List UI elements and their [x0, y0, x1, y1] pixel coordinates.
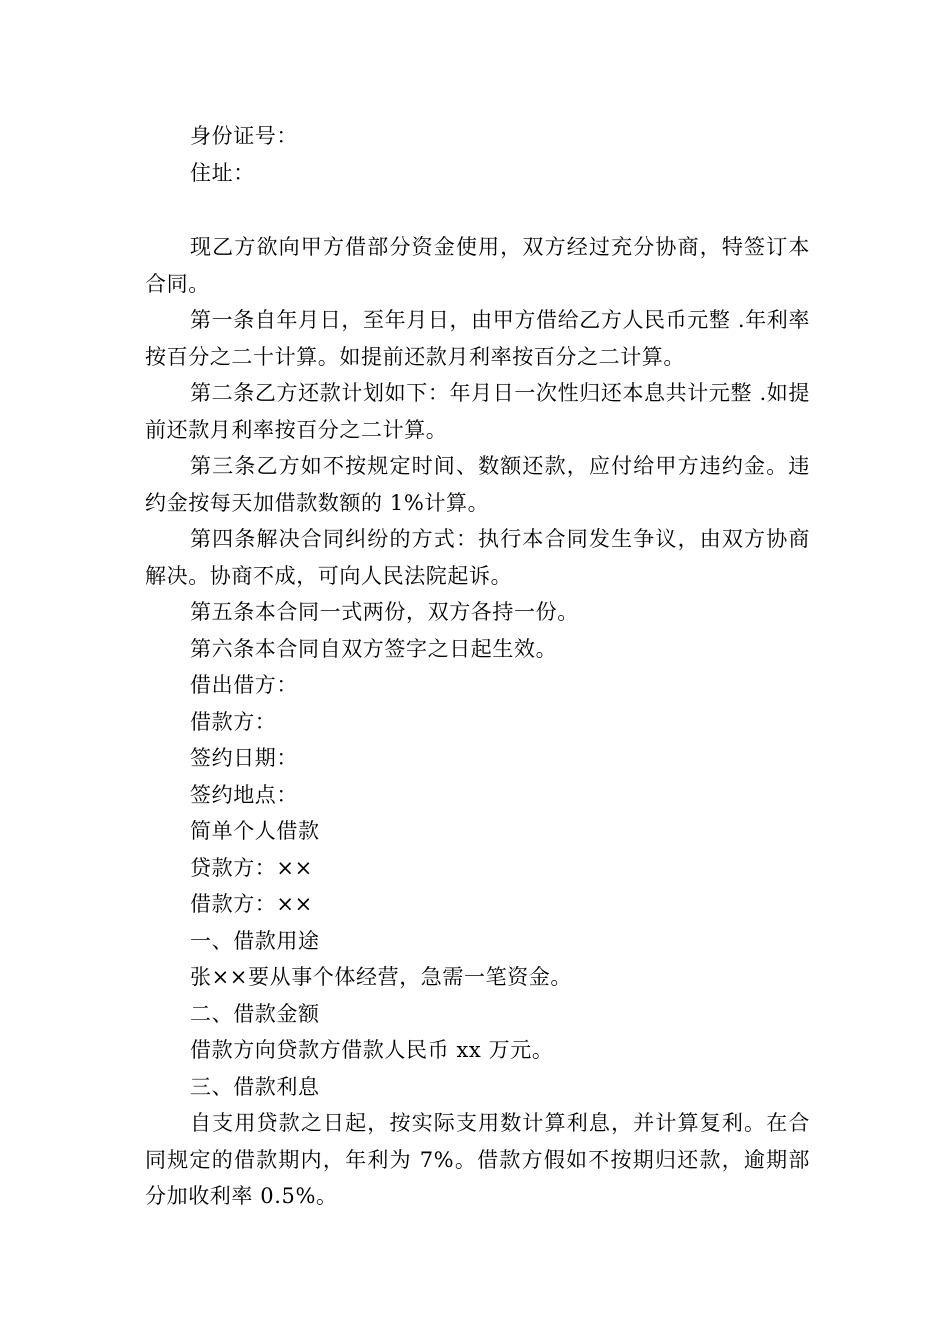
clause-heading: 三、借款利息 [190, 1074, 320, 1099]
contract-paragraph: 第六条本合同自双方签字之日起生效。 [190, 636, 558, 661]
section-title: 简单个人借款 [190, 819, 320, 843]
contract-paragraph: 第四条解决合同纠纷的方式：执行本合同发生争议，由双方协商解决。协商不成，可向人民法院起诉。 [145, 527, 810, 588]
address-line: 住址： [190, 160, 255, 185]
sign-date-line: 签约日期： [190, 746, 298, 770]
lender-line: 贷款方：×× [190, 855, 313, 880]
clause-heading: 二、借款金额 [190, 1001, 320, 1026]
clause-text: 自支用贷款之日起，按实际支用数计算利息，并计算复利。在合同规定的借款期内，年利为 7%。借款方假如不按期归还款，逾期部分加收利率 0.5%。 [145, 1111, 810, 1208]
contract-paragraph: 第一条自年月日，至年月日，由甲方借给乙方人民币元整 .年利率按百分之二十计算。如提前还款月利率按百分之二计算。 [145, 308, 810, 369]
clause-text: 张××要从事个体经营，急需一笔资金。 [190, 965, 572, 989]
id-number-line: 身份证号： [190, 124, 298, 148]
contract-paragraph: 第二条乙方还款计划如下：年月日一次性归还本息共计元整 .如提前还款月利率按百分之二计算。 [145, 381, 810, 442]
signature-lender-line: 借出借方： [190, 673, 298, 697]
document-body [145, 118, 810, 1215]
contract-paragraph: 第五条本合同一式两份，双方各持一份。 [190, 600, 579, 624]
sign-place-line: 签约地点： [190, 782, 298, 807]
contract-paragraph: 第三条乙方如不按规定时间、数额还款，应付给甲方违约金。违约金按每天加借款数额的 1%计算。 [145, 454, 810, 515]
borrower-line: 借款方：×× [190, 892, 313, 916]
contract-paragraph: 现乙方欲向甲方借部分资金使用，双方经过充分协商，特签订本合同。 [145, 235, 810, 296]
clause-heading: 一、借款用途 [190, 928, 320, 953]
signature-borrower-line: 借款方： [190, 709, 277, 734]
paragraph-spacer [145, 191, 810, 229]
clause-text: 借款方向贷款方借款人民币 xx 万元。 [190, 1038, 554, 1062]
